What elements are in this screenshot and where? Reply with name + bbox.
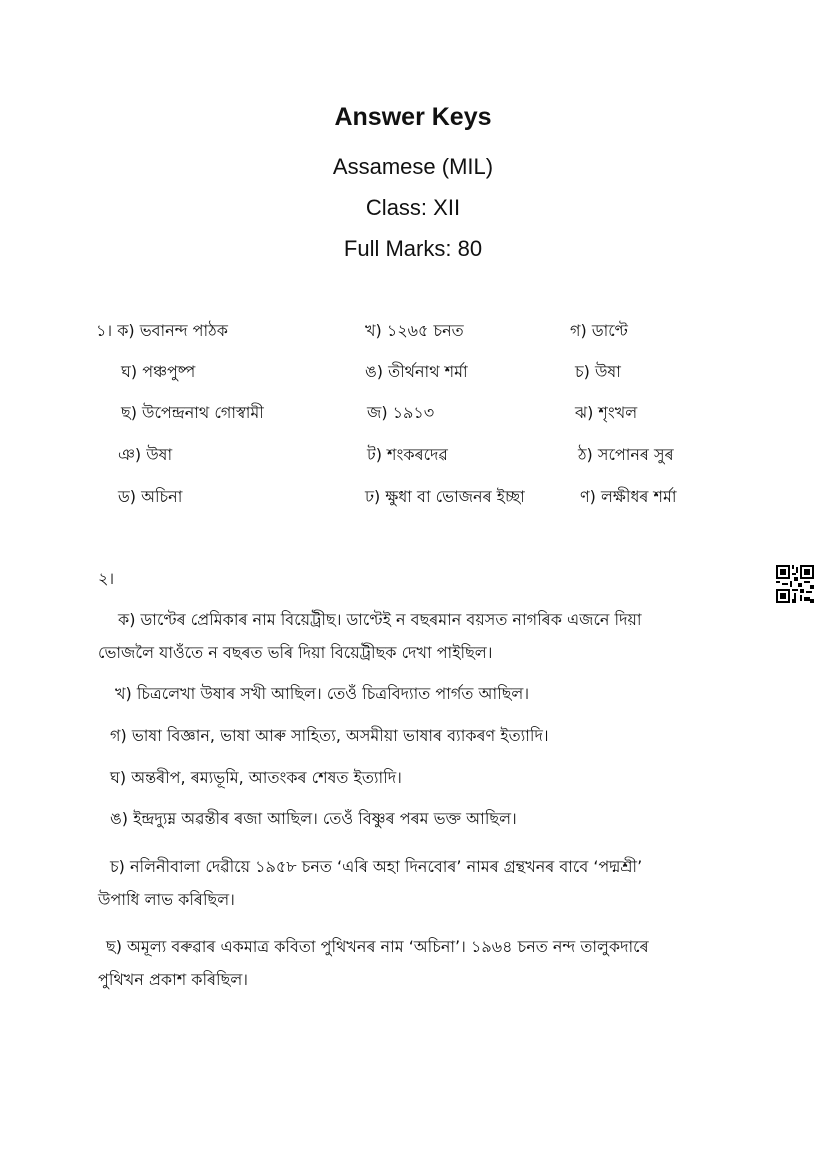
q1-cell: খ) ১২৬৫ চনত xyxy=(365,321,464,340)
class-heading: Class: XII xyxy=(365,195,461,220)
q1-cell: ঢ) ক্ষুধা বা ভোজনৰ ইচ্ছা xyxy=(365,487,525,506)
q1-cell: ছ) উপেন্দ্ৰনাথ গোস্বামী xyxy=(121,403,264,422)
subject-heading: Assamese (MIL) xyxy=(332,154,494,179)
answer-line: গ) ভাষা বিজ্ঞান, ভাষা আৰু সাহিত্য, অসমীয়া ভাষাৰ ব্যাকৰণ ইত্যাদি। xyxy=(110,726,549,745)
q2-answer xyxy=(110,719,730,752)
answer-line: ক) ডাণ্টেৰ প্ৰেমিকাৰ নাম বিয়েট্ৰীছ। ডাণ্টেই ন বছৰমান বয়সত নাগৰিক এজনে দিয়া xyxy=(118,610,642,629)
answer-line: চ) নলিনীবালা দেৱীয়ে ১৯৫৮ চনত ‘এৰি অহা দিনবোৰ’ নামৰ গ্ৰন্থখনৰ বাবে ‘পদ্মশ্ৰী’ xyxy=(110,857,643,876)
q1-cell: গ) ডাণ্টে xyxy=(570,321,628,340)
answer-line: ভোজলৈ যাওঁতে ন বছৰত ভৰি দিয়া বিয়েট্ৰীছক দেখা পাইছিল। xyxy=(98,643,493,662)
q2-answer xyxy=(115,677,735,710)
q1-cell: ণ) লক্ষীধৰ শৰ্মা xyxy=(580,487,677,506)
q1-cell: ঝ) শৃংখল xyxy=(575,403,638,422)
q1-cell: ট) শংকৰদেৱ xyxy=(367,445,448,464)
q2-answer xyxy=(98,603,738,669)
qr-code-icon xyxy=(776,565,814,603)
q2-answer xyxy=(110,761,730,794)
q1-cell: ঞ) উষা xyxy=(118,445,173,464)
q1-cell: ঠ) সপোনৰ সুৰ xyxy=(578,445,674,464)
answer-line: উপাধি লাভ কৰিছিল। xyxy=(98,890,235,909)
page-title: Answer Keys xyxy=(334,103,492,131)
answer-line: খ) চিত্ৰলেখা উষাৰ সখী আছিল। তেওঁ চিত্ৰবিদ্যাত পাৰ্গত আছিল। xyxy=(115,684,530,703)
q1-cell: ঘ) পঞ্চপুষ্প xyxy=(121,362,196,381)
q1-cell: ১। ক) ভবানন্দ পাঠক xyxy=(96,321,228,340)
q2-answer xyxy=(110,802,730,835)
q1-cell: ঙ) তীৰ্থনাথ শৰ্মা xyxy=(365,362,468,381)
q2-number: ২। xyxy=(98,569,115,588)
q1-cell: ড) অচিনা xyxy=(118,487,183,506)
answer-line: ছ) অমূল্য বৰুৱাৰ একমাত্ৰ কবিতা পুথিখনৰ নাম ‘অচিনা’। ১৯৬৪ চনত নন্দ তালুকদাৰে xyxy=(106,937,649,956)
answer-line: পুথিখন প্ৰকাশ কৰিছিল। xyxy=(98,970,248,989)
answer-line: ঘ) অন্তৰীপ, ৰম্যভূমি, আতংকৰ শেষত ইত্যাদি। xyxy=(110,768,402,787)
marks-heading: Full Marks: 80 xyxy=(343,236,483,261)
q2-answer xyxy=(98,930,726,996)
q1-cell: চ) উষা xyxy=(575,362,621,381)
q2-answer xyxy=(98,850,730,916)
q1-cell: জ) ১৯১৩ xyxy=(367,403,435,422)
answer-line: ঙ) ইন্দ্ৰদ্যুম্ন অৱন্তীৰ ৰজা আছিল। তেওঁ বিষ্ণুৰ পৰম ভক্ত আছিল। xyxy=(110,809,517,828)
